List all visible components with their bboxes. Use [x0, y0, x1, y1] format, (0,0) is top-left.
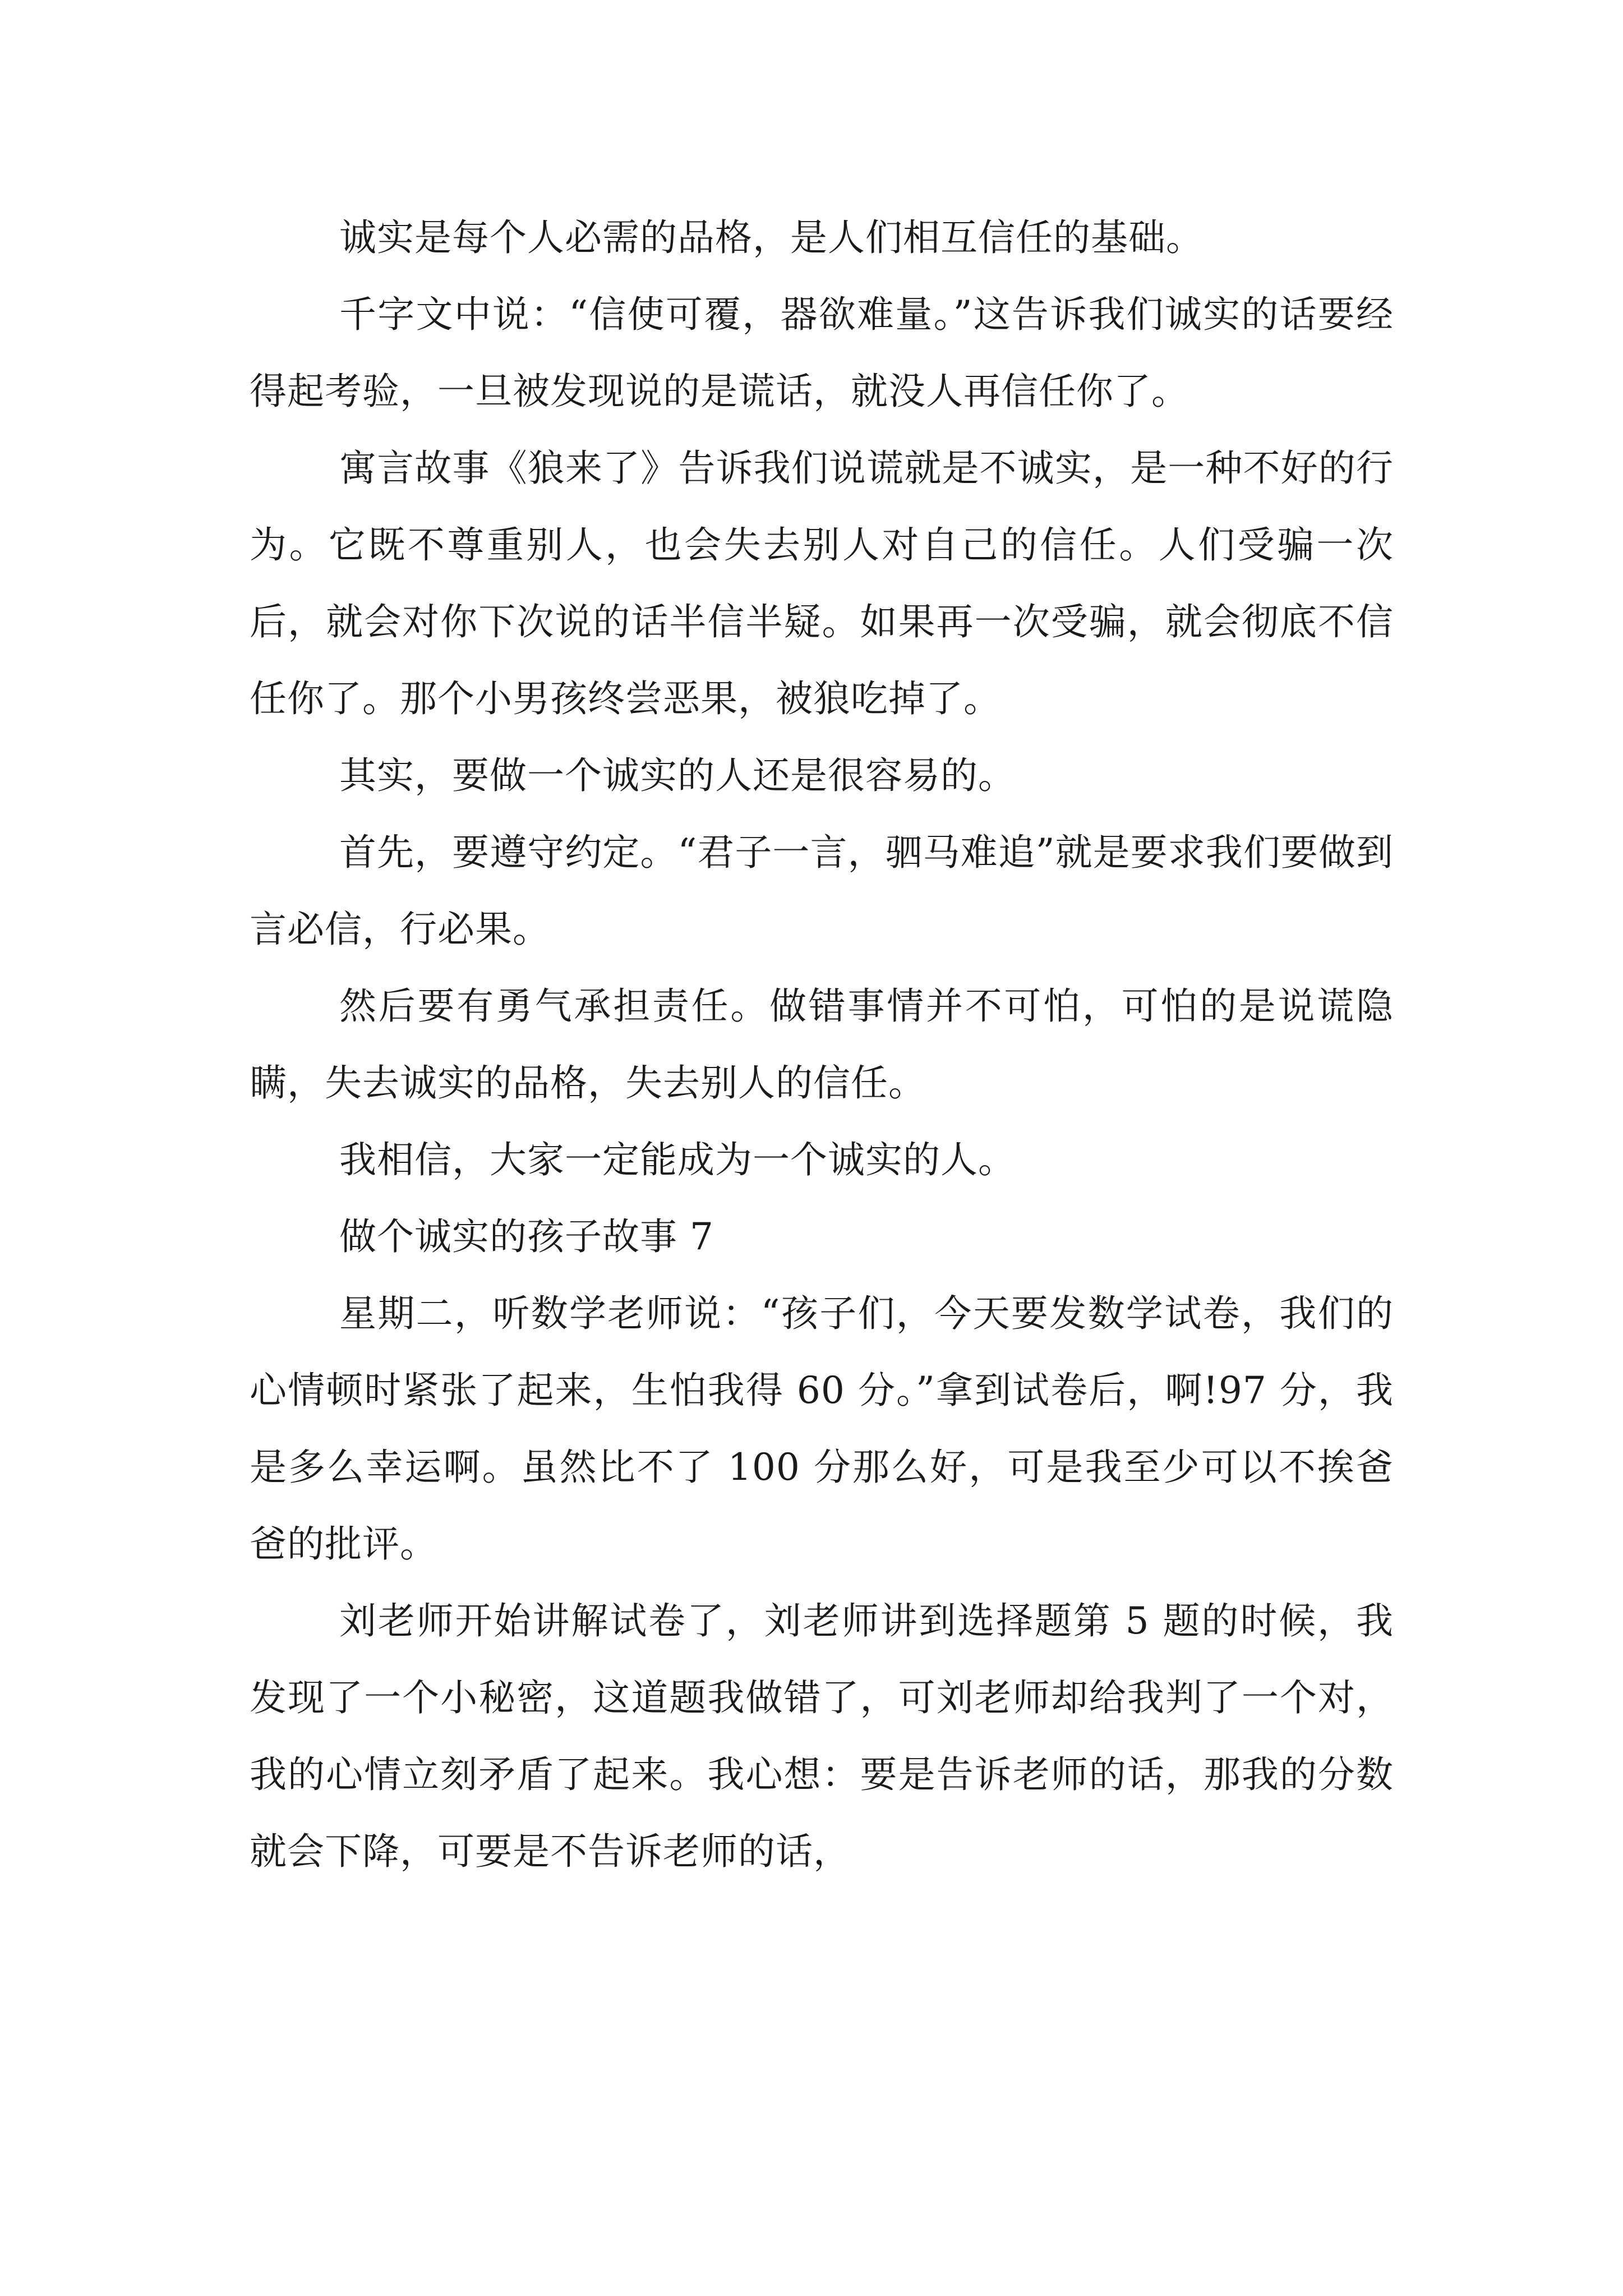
paragraph-1: 诚实是每个人必需的品格，是人们相互信任的基础。: [339, 216, 1204, 259]
paragraph-8: 星期二，听数学老师说：“孩子们，今天要发数学试卷，我们的心情顿时紧张了起来，生怕我得 60 分。”拿到试卷后，啊!97 分，我是多么幸运啊。虽然比不了 100 分那么好，可是我至少可以不挨爸爸的批评。: [250, 1292, 1394, 1566]
paragraph-3: 寓言故事《狼来了》告诉我们说谎就是不诚实，是一种不好的行为。它既不尊重别人，也会失去别人对自己的信任。人们受骗一次后，就会对你下次说的话半信半疑。如果再一次受骗，就会彻底不信任你了。那个小男孩终尝恶果，被狼吃掉了。: [250, 447, 1394, 720]
document-body: [250, 199, 1394, 1890]
paragraph-7: 我相信，大家一定能成为一个诚实的人。: [339, 1138, 1016, 1181]
paragraph-5: 首先，要遵守约定。“君子一言，驷马难追”就是要求我们要做到言必信，行必果。: [250, 831, 1394, 951]
story-heading: 做个诚实的孩子故事 7: [339, 1215, 714, 1258]
paragraph-4: 其实，要做一个诚实的人还是很容易的。: [339, 754, 1016, 797]
paragraph-9: 刘老师开始讲解试卷了，刘老师讲到选择题第 5 题的时候，我发现了一个小秘密，这道题我做错了，可刘老师却给我判了一个对，我的心情立刻矛盾了起来。我心想：要是告诉老师的话，那我的分数就会下降，可要是不告诉老师的话，: [250, 1599, 1394, 1873]
paragraph-2: 千字文中说：“信使可覆，器欲难量。”这告诉我们诚实的话要经得起考验，一旦被发现说的是谎话，就没人再信任你了。: [250, 293, 1394, 413]
paragraph-6: 然后要有勇气承担责任。做错事情并不可怕，可怕的是说谎隐瞒，失去诚实的品格，失去别人的信任。: [250, 984, 1394, 1105]
